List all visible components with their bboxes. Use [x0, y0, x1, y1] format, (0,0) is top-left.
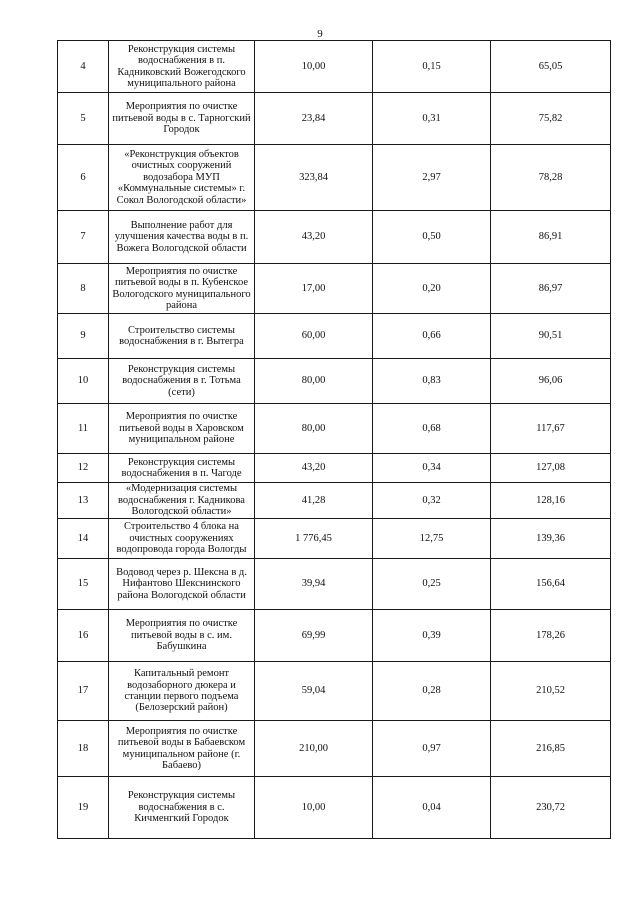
table-row: [58, 264, 611, 314]
value-a: 43,20: [255, 454, 373, 483]
table-row: [58, 662, 611, 721]
value-a: 39,94: [255, 559, 373, 610]
value-c: 156,64: [491, 559, 611, 610]
project-name: Строительство 4 блока на очистных сооружениях водопровода города Вологды: [109, 519, 255, 559]
value-c: 86,97: [491, 264, 611, 314]
row-number: 16: [58, 610, 109, 662]
value-c: 90,51: [491, 314, 611, 359]
value-c: 75,82: [491, 93, 611, 145]
value-a: 59,04: [255, 662, 373, 721]
value-a: 41,28: [255, 483, 373, 519]
project-name: «Модернизация системы водоснабжения г. Кадникова Вологодской области»: [109, 483, 255, 519]
table-row: [58, 777, 611, 839]
value-c: 139,36: [491, 519, 611, 559]
value-a: 210,00: [255, 721, 373, 777]
value-b: 0,83: [373, 359, 491, 404]
value-a: 60,00: [255, 314, 373, 359]
value-c: 117,67: [491, 404, 611, 454]
project-name: Реконструкция системы водоснабжения в п. Кадниковский Вожегодского муниципального района: [109, 41, 255, 93]
row-number: 14: [58, 519, 109, 559]
value-b: 0,68: [373, 404, 491, 454]
row-number: 18: [58, 721, 109, 777]
value-a: 43,20: [255, 211, 373, 264]
value-b: 0,20: [373, 264, 491, 314]
value-b: 0,66: [373, 314, 491, 359]
value-b: 2,97: [373, 145, 491, 211]
value-b: 0,34: [373, 454, 491, 483]
value-b: 12,75: [373, 519, 491, 559]
table-row: [58, 454, 611, 483]
value-c: 178,26: [491, 610, 611, 662]
table-row: [58, 610, 611, 662]
value-c: 78,28: [491, 145, 611, 211]
value-a: 10,00: [255, 41, 373, 93]
row-number: 13: [58, 483, 109, 519]
value-a: 23,84: [255, 93, 373, 145]
value-b: 0,25: [373, 559, 491, 610]
value-a: 80,00: [255, 404, 373, 454]
value-a: 323,84: [255, 145, 373, 211]
table-row: [58, 211, 611, 264]
table-row: [58, 483, 611, 519]
row-number: 9: [58, 314, 109, 359]
value-b: 0,31: [373, 93, 491, 145]
projects-table-body: [58, 41, 611, 839]
row-number: 6: [58, 145, 109, 211]
value-c: 230,72: [491, 777, 611, 839]
row-number: 17: [58, 662, 109, 721]
project-name: Реконструкция системы водоснабжения в с. Кичменгкий Городок: [109, 777, 255, 839]
row-number: 19: [58, 777, 109, 839]
value-a: 10,00: [255, 777, 373, 839]
table-row: [58, 359, 611, 404]
project-name: Строительство системы водоснабжения в г. Вытегра: [109, 314, 255, 359]
table-row: [58, 559, 611, 610]
value-b: 0,28: [373, 662, 491, 721]
value-b: 0,32: [373, 483, 491, 519]
project-name: Мероприятия по очистке питьевой воды в Харовском муниципальном районе: [109, 404, 255, 454]
table-row: [58, 519, 611, 559]
value-b: 0,04: [373, 777, 491, 839]
project-name: Мероприятия по очистке питьевой воды в с. Тарногский Городок: [109, 93, 255, 145]
value-c: 65,05: [491, 41, 611, 93]
project-name: Мероприятия по очистке питьевой воды в Бабаевском муниципальном районе (г. Бабаево): [109, 721, 255, 777]
projects-table: [57, 40, 611, 839]
project-name: Мероприятия по очистке питьевой воды в с. им. Бабушкина: [109, 610, 255, 662]
page-number: 9: [317, 28, 323, 40]
value-c: 86,91: [491, 211, 611, 264]
row-number: 7: [58, 211, 109, 264]
value-a: 80,00: [255, 359, 373, 404]
value-a: 69,99: [255, 610, 373, 662]
row-number: 11: [58, 404, 109, 454]
project-name: Капитальный ремонт водозаборного дюкера и станции первого подъема (Белозерский район): [109, 662, 255, 721]
table-row: [58, 93, 611, 145]
table-row: [58, 314, 611, 359]
row-number: 4: [58, 41, 109, 93]
project-name: Реконструкция системы водоснабжения в п. Чагоде: [109, 454, 255, 483]
value-b: 0,97: [373, 721, 491, 777]
row-number: 8: [58, 264, 109, 314]
row-number: 10: [58, 359, 109, 404]
value-b: 0,39: [373, 610, 491, 662]
value-a: 1 776,45: [255, 519, 373, 559]
project-name: Выполнение работ для улучшения качества воды в п. Вожега Вологодской области: [109, 211, 255, 264]
project-name: Реконструкция системы водоснабжения в г. Тотьма (сети): [109, 359, 255, 404]
value-a: 17,00: [255, 264, 373, 314]
value-c: 210,52: [491, 662, 611, 721]
row-number: 15: [58, 559, 109, 610]
value-c: 128,16: [491, 483, 611, 519]
value-c: 127,08: [491, 454, 611, 483]
row-number: 12: [58, 454, 109, 483]
table-row: [58, 404, 611, 454]
table-row: [58, 41, 611, 93]
value-b: 0,15: [373, 41, 491, 93]
project-name: Водовод через р. Шексна в д. Нифантово Шекснинского района Вологодской области: [109, 559, 255, 610]
table-row: [58, 721, 611, 777]
value-c: 96,06: [491, 359, 611, 404]
table-row: [58, 145, 611, 211]
value-c: 216,85: [491, 721, 611, 777]
project-name: «Реконструкция объектов очистных сооружений водозабора МУП «Коммунальные системы» г. Сокол Вологодской области»: [109, 145, 255, 211]
value-b: 0,50: [373, 211, 491, 264]
project-name: Мероприятия по очистке питьевой воды в п. Кубенское Вологодского муниципального района: [109, 264, 255, 314]
row-number: 5: [58, 93, 109, 145]
